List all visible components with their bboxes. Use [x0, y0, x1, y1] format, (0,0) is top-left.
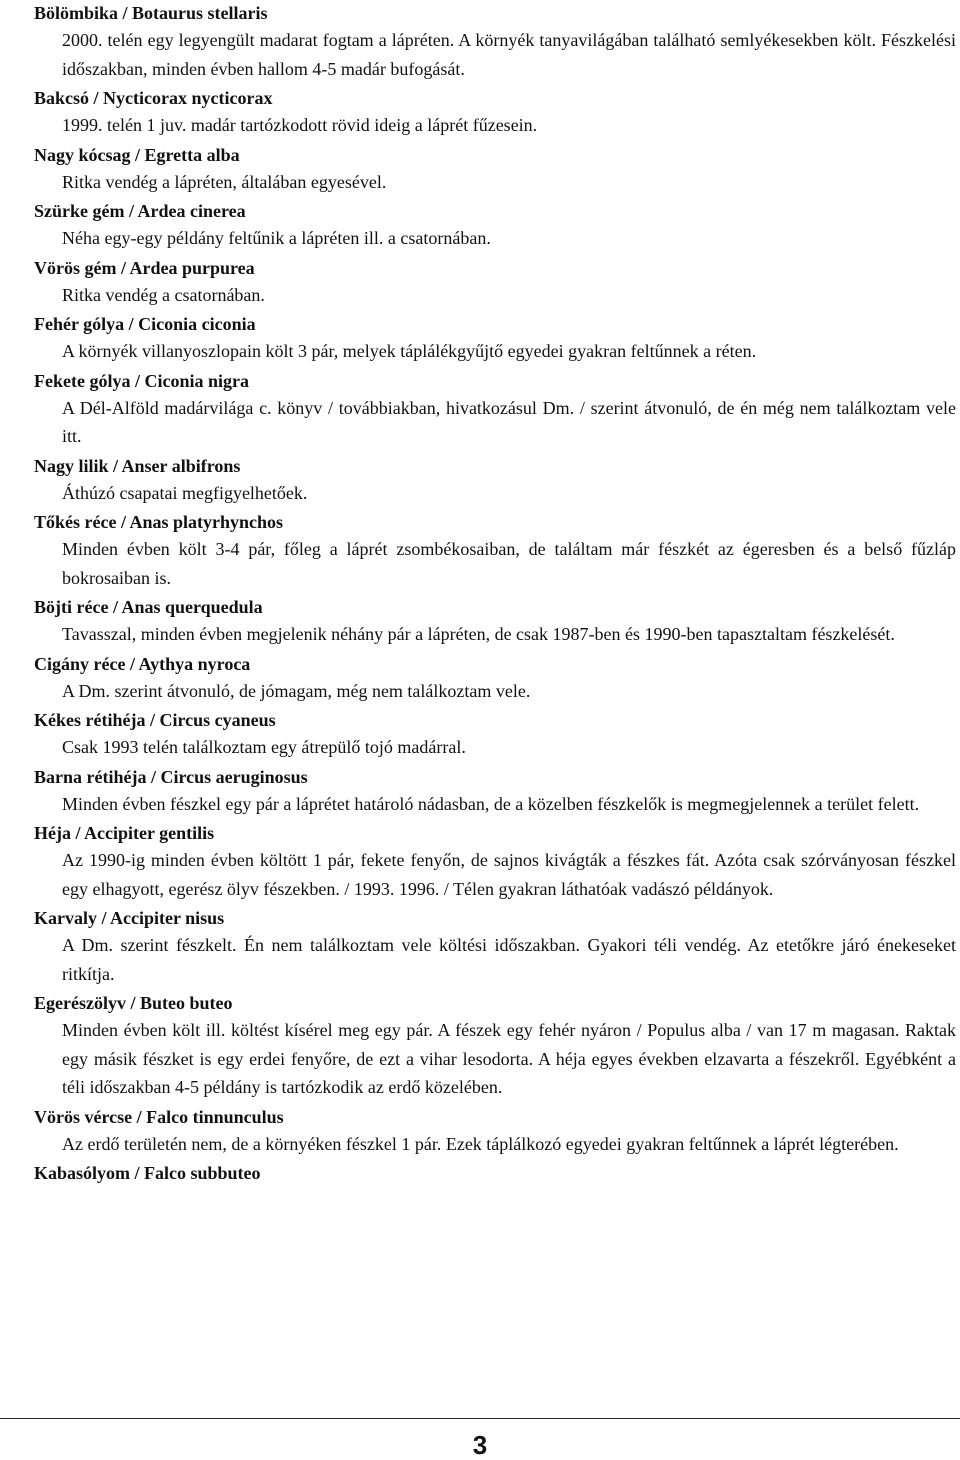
species-entry — [34, 253, 956, 310]
species-description: A Dm. szerint átvonuló, de jómagam, még nem találkoztam vele. — [62, 680, 531, 701]
species-entry — [34, 818, 956, 903]
page-number: 3 — [472, 1430, 488, 1460]
species-title: Fehér gólya / Ciconia ciconia — [34, 314, 256, 334]
species-title: Fekete gólya / Ciconia nigra — [34, 370, 249, 391]
species-list — [34, 0, 956, 1186]
species-entry — [34, 83, 956, 140]
species-entry — [34, 309, 956, 366]
species-title: Vörös gém / Ardea purpurea — [34, 257, 255, 278]
species-entry — [34, 507, 956, 592]
species-description: 2000. telén egy legyengült madarat fogtam a lápréten. A környék tanyavilágában található semlyékesekben költ. Fészkelési időszakban, minden évben hallom 4-5 madár bufogását. — [62, 30, 956, 79]
species-entry — [34, 451, 956, 508]
species-description: A környék villanyoszlopain költ 3 pár, melyek táplálékgyűjtő egyedei gyakran feltűnnek a réten. — [62, 341, 757, 361]
species-description: A Dél-Alföld madárvilága c. könyv / továbbiakban, hivatkozásul Dm. / szerint átvonuló, de én még nem találkoztam vele itt. — [62, 397, 956, 446]
species-title: Egerészölyv / Buteo buteo — [34, 993, 233, 1013]
species-title: Nagy kócsag / Egretta alba — [34, 144, 240, 165]
species-entry — [34, 0, 956, 83]
species-title: Böjti réce / Anas querquedula — [34, 597, 263, 617]
species-title: Barna rétihéja / Circus aeruginosus — [34, 766, 308, 787]
species-entry — [34, 366, 956, 451]
species-title: Vörös vércse / Falco tinnunculus — [34, 1106, 284, 1127]
species-description: Áthúzó csapatai megfigyelhetőek. — [62, 482, 308, 503]
species-description: A Dm. szerint fészkelt. Én nem találkoztam vele költési időszakban. Gyakori téli vendég. Az etetőkre járó énekeseket ritkítja. — [62, 935, 956, 984]
species-entry — [34, 1158, 956, 1186]
species-title: Kabasólyom / Falco subbuteo — [34, 1163, 261, 1183]
species-title: Bakcsó / Nycticorax nycticorax — [34, 88, 273, 108]
species-entry — [34, 196, 956, 253]
species-entry — [34, 140, 956, 197]
species-description: Minden évben költ 3-4 pár, főleg a láprét zsombékosaiban, de találtam már fészkét az égeresben és a belső fűzláp bokrosaiban is. — [62, 539, 956, 588]
species-title: Kékes rétihéja / Circus cyaneus — [34, 710, 276, 730]
species-entry — [34, 1102, 956, 1159]
species-title: Héja / Accipiter gentilis — [34, 823, 215, 843]
species-entry — [34, 705, 956, 762]
species-entry — [34, 762, 956, 819]
species-entry — [34, 592, 956, 649]
species-title: Nagy lilik / Anser albifrons — [34, 455, 241, 476]
species-description: Néha egy-egy példány feltűnik a lápréten ill. a csatornában. — [62, 228, 491, 248]
species-title: Bölömbika / Botaurus stellaris — [34, 3, 268, 23]
species-entry — [34, 903, 956, 988]
species-title: Szürke gém / Ardea cinerea — [34, 201, 246, 221]
species-description: Tavasszal, minden évben megjelenik néhány pár a lápréten, de csak 1987-ben és 1990-ben tapasztaltam fészkelését. — [62, 624, 895, 644]
species-title: Karvaly / Accipiter nisus — [34, 908, 225, 928]
species-entry — [34, 988, 956, 1102]
species-description: Ritka vendég a lápréten, általában egyesével. — [62, 171, 387, 192]
species-description: Minden évben fészkel egy pár a láprétet határoló nádasban, de a közelben fészkelők is megmegjelennek a terület felett. — [62, 793, 920, 814]
species-entry — [34, 649, 956, 706]
species-title: Cigány réce / Aythya nyroca — [34, 653, 251, 674]
species-title: Tőkés réce / Anas platyrhynchos — [34, 512, 284, 532]
species-description: Csak 1993 telén találkoztam egy átrepülő tojó madárral. — [62, 737, 466, 757]
species-description: Minden évben költ ill. költést kísérel meg egy pár. A fészek egy fehér nyáron / Populus alba / van 17 m magasan. Raktak egy másik fészket is egy erdei fenyőre, de ezt a vihar lesodorta. A héja egyes években elzavarta a fészekről. Egyébként a téli időszakban 4-5 példány is tartózkodik az erdő közelében. — [62, 1020, 956, 1097]
species-description: Az 1990-ig minden évben költött 1 pár, fekete fenyőn, de sajnos kivágták a fészkes fát. Azóta csak szórványosan fészkel egy elhagyott, egerész ölyv fészekben. / 1993. 1996. / Télen gyakran láthatóak vadászó példányok. — [62, 850, 956, 899]
species-description: 1999. telén 1 juv. madár tartózkodott rövid ideig a láprét fűzesein. — [62, 115, 538, 135]
footer-divider — [0, 1418, 960, 1419]
species-description: Ritka vendég a csatornában. — [62, 284, 265, 305]
species-description: Az erdő területén nem, de a környéken fészkel 1 pár. Ezek táplálkozó egyedei gyakran feltűnnek a láprét légterében. — [62, 1133, 899, 1154]
